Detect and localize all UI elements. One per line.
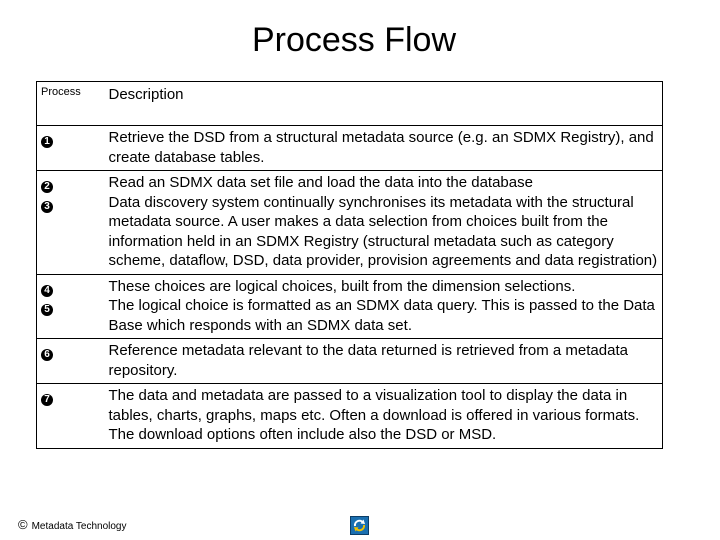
number-7-icon: 7: [41, 394, 53, 406]
description-text: Read an SDMX data set file and load the data into the database: [108, 174, 533, 191]
number-4-icon: 4: [41, 285, 53, 297]
header-description: Description: [108, 86, 184, 103]
description-text: The logical choice is formatted as an SDMX data query. This is passed to the Data Base which responds with an SDMX data set.: [108, 297, 655, 334]
description-text: The data and metadata are passed to a visualization tool to display the data in tables, charts, graphs, maps etc. Often a download is offered in various formats. The download options often include also the DSD or MSD.: [108, 387, 640, 443]
number-2-icon: 2: [41, 181, 53, 193]
process-table: [36, 81, 663, 449]
process-number-cell: [37, 274, 109, 339]
description-text: Retrieve the DSD from a structural metadata source (e.g. an SDMX Registry), and create database tables.: [108, 129, 654, 166]
number-3-icon: 3: [41, 201, 53, 213]
header-description-cell: [109, 82, 663, 126]
logo-arrows-icon: [351, 517, 368, 534]
copyright-icon: ©: [18, 517, 28, 532]
process-number-cell: [37, 171, 109, 275]
description-text: These choices are logical choices, built from the dimension selections.: [108, 277, 576, 295]
number-1-icon: 1: [41, 136, 53, 148]
description-cell: [109, 274, 663, 339]
table-row: [37, 126, 663, 171]
table-row: [37, 171, 663, 275]
description-cell: [109, 171, 663, 275]
page-title: Process Flow: [251, 21, 457, 59]
table-header-row: [37, 82, 663, 126]
process-number-cell: [37, 339, 109, 384]
description-cell: [109, 126, 663, 171]
header-process-cell: [37, 82, 109, 126]
metadata-technology-logo-icon: [350, 516, 369, 535]
footer-text: Metadata Technology: [31, 521, 127, 532]
table-row: [37, 384, 663, 449]
description-text: Reference metadata relevant to the data returned is retrieved from a metadata repository.: [108, 342, 628, 379]
description-cell: [109, 339, 663, 384]
footer: [18, 518, 126, 534]
table-row: [37, 339, 663, 384]
number-5-icon: 5: [41, 304, 53, 316]
header-process: Process: [41, 86, 81, 98]
process-number-cell: [37, 384, 109, 449]
number-6-icon: 6: [41, 349, 53, 361]
description-text: Data discovery system continually synchronises its metadata with the structural metadata source. A user makes a data selection from choices built from the information held in an SDMX Registry (structural metadata such as category scheme, dataflow, DSD, data provider, provision agreements and data registration): [108, 193, 658, 269]
table-row: [37, 274, 663, 339]
process-number-cell: [37, 126, 109, 171]
description-cell: [109, 384, 663, 449]
